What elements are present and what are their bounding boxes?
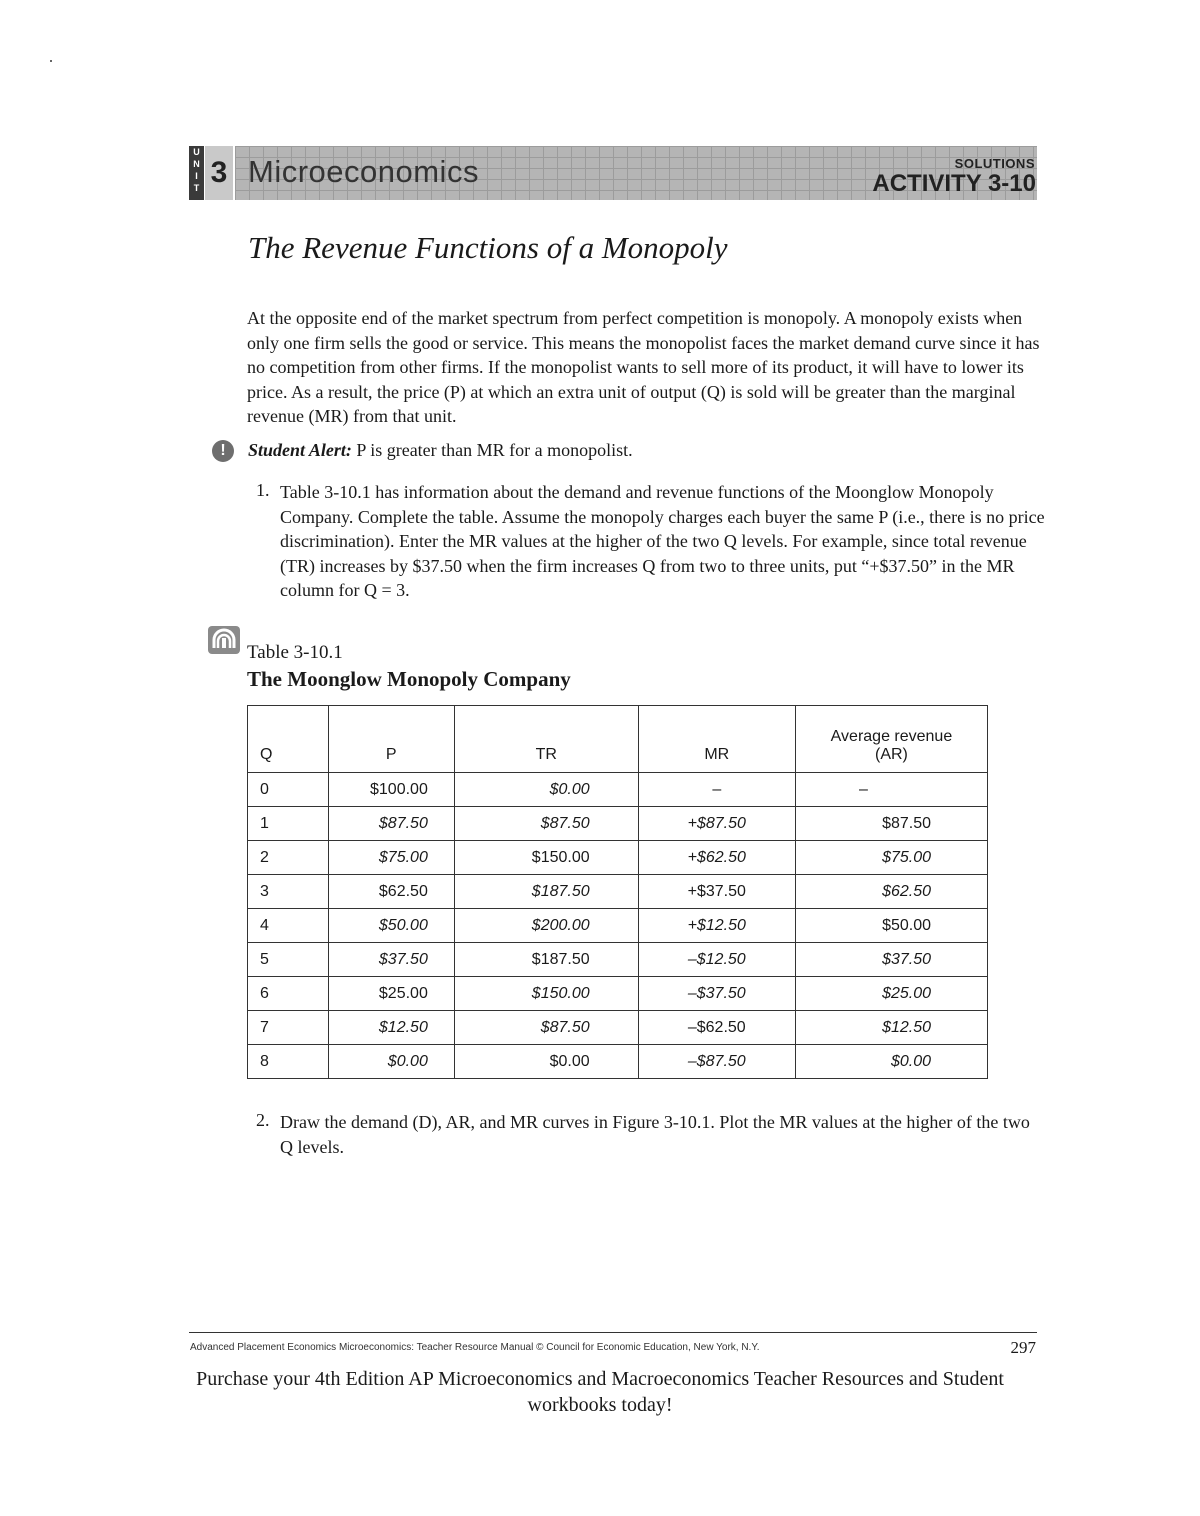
promo-text: Purchase your 4th Edition AP Microeconomics and Macroeconomics Teacher Resources and Student workbooks today! (196, 1368, 1004, 1416)
student-alert (248, 440, 633, 461)
table-row (248, 841, 988, 875)
table-row (248, 909, 988, 943)
cell-q: 7 (248, 1011, 329, 1045)
cell-mr: +$62.50 (638, 841, 795, 875)
cell-p: $87.50 (328, 807, 454, 841)
page-number: 297 (1010, 1338, 1036, 1357)
cell-p: $75.00 (328, 841, 454, 875)
question-1-text: Table 3-10.1 has information about the demand and revenue functions of the Moonglow Monopoly Company. Complete the table. Assume the monopoly charges each buyer the same P (i.e., there is no price discrimination). Enter the MR values at the higher of the two Q levels. For example, since total revenue (TR) increases by $37.50 when the firm increases Q from two to three units, put “+$37.50” in the MR column for Q = 3. (280, 482, 1045, 600)
footer-copyright: Advanced Placement Economics Microeconomics: Teacher Resource Manual © Council for Economic Education, New York, N.Y. (190, 1342, 760, 1353)
cell-tr: $150.00 (454, 841, 638, 875)
unit-letter: U (193, 147, 200, 157)
cell-tr: $0.00 (454, 773, 638, 807)
cell-p: $50.00 (328, 909, 454, 943)
question-2-text: Draw the demand (D), AR, and MR curves in Figure 3-10.1. Plot the MR values at the higher of the two Q levels. (280, 1112, 1030, 1157)
page-title: The Revenue Functions of a Monopoly (248, 230, 728, 265)
cell-q: 4 (248, 909, 329, 943)
cell-mr: –$12.50 (638, 943, 795, 977)
table-row (248, 1011, 988, 1045)
unit-letter: T (193, 183, 200, 193)
cell-p: $25.00 (328, 977, 454, 1011)
header-ar-line2: (AR) (875, 746, 908, 763)
cell-tr: $87.50 (454, 807, 638, 841)
cell-q: 3 (248, 875, 329, 909)
cell-tr: $200.00 (454, 909, 638, 943)
cell-q: 1 (248, 807, 329, 841)
cell-q: 2 (248, 841, 329, 875)
solutions-label: SOLUTIONS (954, 156, 1035, 171)
footer-divider (189, 1332, 1037, 1333)
table-row (248, 807, 988, 841)
cell-q: 0 (248, 773, 329, 807)
cell-mr: +$87.50 (638, 807, 795, 841)
unit-title: Microeconomics (248, 154, 479, 189)
cell-ar: $37.50 (795, 943, 987, 977)
cell-q: 6 (248, 977, 329, 1011)
cell-tr: $187.50 (454, 943, 638, 977)
cell-q: 5 (248, 943, 329, 977)
exclamation-icon: ! (212, 440, 234, 462)
cell-mr: +$12.50 (638, 909, 795, 943)
unit-letter: I (195, 171, 198, 181)
cell-p: $62.50 (328, 875, 454, 909)
cell-p: $12.50 (328, 1011, 454, 1045)
cell-tr: $87.50 (454, 1011, 638, 1045)
unit-letter: N (193, 159, 200, 169)
computer-mouse-icon (207, 624, 241, 656)
intro-paragraph: At the opposite end of the market spectrum from perfect competition is monopoly. A monopoly exists when only one firm sells the good or service. This means the monopolist faces the market demand curve since it has no competition from other firms. If the monopolist wants to sell more of its product, it will have to lower its price. As a result, the price (P) at which an extra unit of output (Q) is sold will be greater than the marginal revenue (MR) from that unit. (247, 308, 1040, 426)
table-header-row (248, 706, 988, 773)
cell-ar: $0.00 (795, 1045, 987, 1079)
cell-q: 8 (248, 1045, 329, 1079)
cell-p: $37.50 (328, 943, 454, 977)
header-tr: TR (454, 706, 638, 773)
cell-tr: $150.00 (454, 977, 638, 1011)
cell-ar: – (795, 773, 987, 807)
alert-label: Student Alert: (248, 440, 352, 460)
cell-ar: $62.50 (795, 875, 987, 909)
cell-ar: $87.50 (795, 807, 987, 841)
revenue-table (247, 705, 988, 1079)
table-row (248, 943, 988, 977)
table-row (248, 773, 988, 807)
cell-p: $0.00 (328, 1045, 454, 1079)
cell-tr: $187.50 (454, 875, 638, 909)
table-row (248, 1045, 988, 1079)
cell-ar: $12.50 (795, 1011, 987, 1045)
cell-p: $100.00 (328, 773, 454, 807)
cell-ar: $25.00 (795, 977, 987, 1011)
header-ar-line1: Average revenue (830, 728, 953, 745)
cell-mr: –$62.50 (638, 1011, 795, 1045)
question-1-number: 1. (256, 480, 270, 500)
table-title: The Moonglow Monopoly Company (247, 667, 571, 691)
header-q: Q (248, 706, 329, 773)
cell-tr: $0.00 (454, 1045, 638, 1079)
stray-mark (50, 60, 52, 62)
activity-label: ACTIVITY 3-10 (872, 170, 1036, 197)
unit-tab (189, 146, 204, 200)
table-label: Table 3-10.1 (247, 642, 343, 663)
cell-mr: +$37.50 (638, 875, 795, 909)
cell-mr: –$37.50 (638, 977, 795, 1011)
alert-text: P is greater than MR for a monopolist. (351, 440, 633, 460)
table-row (248, 875, 988, 909)
header-p: P (328, 706, 454, 773)
question-2-number: 2. (256, 1110, 270, 1130)
header-mr: MR (638, 706, 795, 773)
table-row (248, 977, 988, 1011)
cell-ar: $75.00 (795, 841, 987, 875)
unit-number: 3 (205, 146, 233, 200)
cell-mr: – (638, 773, 795, 807)
cell-ar: $50.00 (795, 909, 987, 943)
cell-mr: –$87.50 (638, 1045, 795, 1079)
header-ar (795, 706, 987, 773)
